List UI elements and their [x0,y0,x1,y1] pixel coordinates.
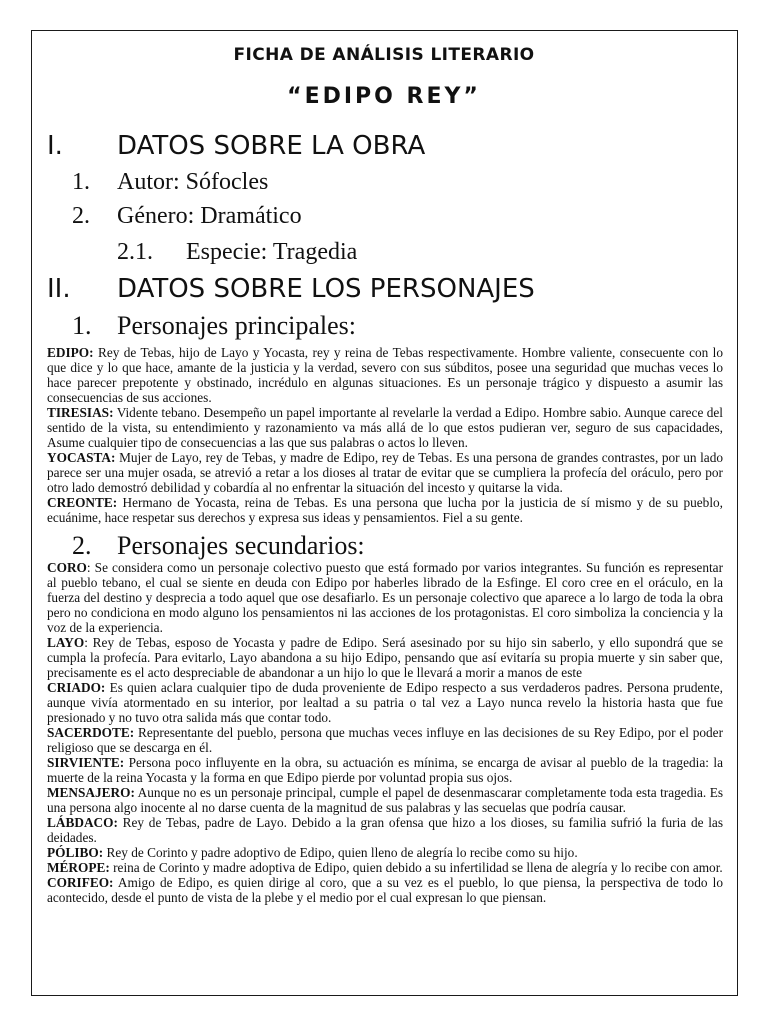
character-entry-corifeo [47,875,723,905]
character-name: CRIADO: [47,680,106,695]
principales-number: 1. [72,311,92,340]
item-autor: Autor: Sófocles [117,169,269,195]
secundarios-heading: Personajes secundarios: [117,531,365,560]
character-description: Hermano de Yocasta, reina de Tebas. Es una persona que lucha por la justicia de sí mismo y de su pueblo, ecuánime, hace respetar sus derechos y expresa sus ideas y pensamientos. Fiel a su gente. [47,495,723,525]
item-genero-number: 2. [72,203,90,229]
character-name: CORIFEO: [47,875,114,890]
character-entry-labdaco [47,815,723,845]
character-entry-polibo [47,845,723,860]
section-1-heading: DATOS SOBRE LA OBRA [117,131,426,161]
character-description: Persona poco influyente en la obra, su actuación es mínima, se encarga de avisar al pueblo de la tragedia: la muerte de la reina Yocasta y la forma en que Edipo pierde por voluntad propia sus ojos. [47,755,723,785]
character-description: : Se considera como un personaje colectivo puesto que está formado por varios integrantes. Su función es representar al pueblo tebano, el cual se siente en deuda con Edipo por haberles librado de la Esfinge. El coro cree en el oráculo, en la fuerza del destino y desprecia a todo aquel que ose desafiarlo. Es un personaje colectivo que aparece a lo largo de toda la obra pero no condiciona en modo alguno los pensamientos ni las acciones de los protagonistas. El coro simboliza la conciencia y la voz de la experiencia. [47,560,723,635]
secundarios-number: 2. [72,531,92,560]
character-description: Mujer de Layo, rey de Tebas, y madre de Edipo, rey de Tebas. Es una persona de grandes contrastes, por un lado parece ser una mujer osada, se atrevió a retar a los dioses al tratar de evitar que se cumpliera la profecía del oráculo, pero por otro lado demostró debilidad y cobardía al no enfrentar la situación del incesto y quitarse la vida. [47,450,723,495]
character-entry-coro [47,560,723,635]
character-description: Rey de Tebas, padre de Layo. Debido a la gran ofensa que hizo a los dioses, su familia sufrió la furia de las deidades. [47,815,723,845]
character-entry-sacerdote [47,725,723,755]
character-name: SIRVIENTE: [47,755,125,770]
character-name: MENSAJERO: [47,785,135,800]
character-entry-layo [47,635,723,680]
section-2-heading: DATOS SOBRE LOS PERSONAJES [117,274,535,304]
character-description: : Rey de Tebas, esposo de Yocasta y padre de Edipo. Será asesinado por su hijo sin saberlo, y ello supondrá que se cumpla la profecía. Para evitarlo, Layo abandona a su hijo Edipo, pensando que así evitaría su propia muerte y sin saber que, precisamente es el acto despreciable de abandonar a un hijo lo que le llevará a morir a manos de este [47,635,723,680]
character-entry-edipo [47,345,723,405]
character-name: TIRESIAS: [47,405,114,420]
item-genero: Género: Dramático [117,203,302,229]
character-description: Rey de Tebas, hijo de Layo y Yocasta, rey y reina de Tebas respectivamente. Hombre valiente, consecuente con lo que dice y lo que hace, amante de la justicia y la verdad, severo con sus súbditos, posee una seguridad que muchas veces lo hace parecer prepotente y obstinado, incrédulo en algunas situaciones. Es un personaje trágico y dispuesto a asumir las consecuencias de sus acciones. [47,345,723,405]
character-entry-yocasta [47,450,723,495]
character-name: CREONTE: [47,495,118,510]
secundarios-list [47,560,723,905]
character-entry-tiresias [47,405,723,450]
character-name: PÓLIBO: [47,845,104,860]
character-description: Es quien aclara cualquier tipo de duda proveniente de Edipo respecto a sus verdaderos padres. Persona prudente, aunque vivía atormentado en su interior, por lealtad a su patria o tal vez a Layo nunca revelo la historia hasta que fue presionado y no tuvo otra salida más que contar todo. [47,680,723,725]
document-title: FICHA DE ANÁLISIS LITERARIO [233,45,535,65]
work-title: “EDIPO REY” [287,84,481,109]
character-name: SACERDOTE: [47,725,135,740]
section-1-numeral: I. [47,131,63,161]
principales-list [47,345,723,525]
item-especie: Especie: Tragedia [186,239,358,265]
character-entry-creonte [47,495,723,525]
character-description: Rey de Corinto y padre adoptivo de Edipo, quien lleno de alegría lo recibe como su hijo. [103,845,578,860]
character-name: CORO [47,560,87,575]
character-description: Aunque no es un personaje principal, cumple el papel de desenmascarar completamente toda esta tragedia. Es una persona algo inocente al no darse cuenta de la magnitud de sus palabras y las secuelas que podría causar. [47,785,723,815]
character-name: LAYO [47,635,85,650]
character-name: MÉROPE: [47,860,110,875]
character-description: Representante del pueblo, persona que muchas veces influye en las decisiones de su Rey Edipo, por el poder religioso que se descarga en él. [47,725,723,755]
character-entry-criado [47,680,723,725]
principales-heading: Personajes principales: [117,311,356,340]
character-entry-sirviente [47,755,723,785]
section-2-numeral: II. [47,274,71,304]
item-especie-number: 2.1. [117,239,153,265]
character-name: LÁBDACO: [47,815,118,830]
character-name: EDIPO: [47,345,94,360]
character-description: reina de Corinto y madre adoptiva de Edipo, quien debido a su infertilidad se llena de alegría y lo recibe con amor. [109,860,723,875]
character-description: Amigo de Edipo, es quien dirige al coro, que a su vez es el pueblo, lo que piensa, la perspectiva de todo lo acontecido, desde el punto de vista de la plebe y el medio por el cual expresan lo que piensan. [47,875,723,905]
character-entry-mensajero [47,785,723,815]
item-autor-number: 1. [72,169,90,195]
character-description: Vidente tebano. Desempeño un papel importante al revelarle la verdad a Edipo. Hombre sabio. Aunque carece del sentido de la vista, su entendimiento y razonamiento va más allá de lo que estos pudieran ver, seguro de sus capacidades, Asume cualquier tipo de consecuencias a las que sus palabras o actos lo lleven. [47,405,723,450]
character-name: YOCASTA: [47,450,116,465]
character-entry-merope [47,860,723,875]
